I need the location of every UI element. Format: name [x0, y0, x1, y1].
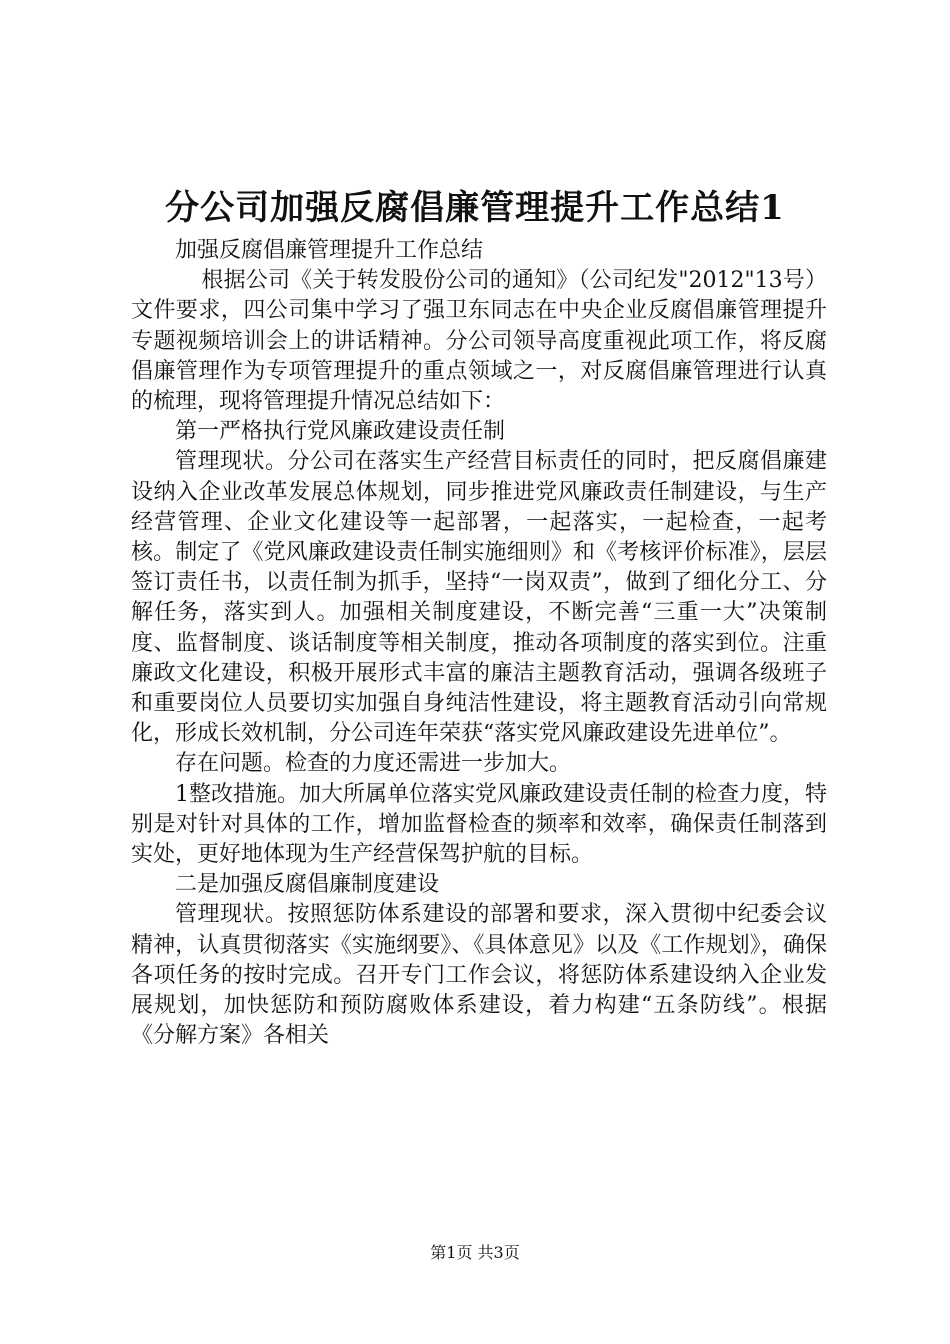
paragraph-status-1: 管理现状。分公司在落实生产经营目标责任的同时，把反腐倡廉建设纳入企业改革发展总体规划，同步推进党风廉政责任制建设，与生产经营管理、企业文化建设等一起部署，一起落实，一起检查，一起考核。制定了《党风廉政建设责任制实施细则》和《考核评价标准》，层层签订责任书，以责任制为抓手，坚持“一岗双责”，做到了细化分工、分解任务，落实到人。加强相关制度建设，不断完善“三重一大”决策制度、监督制度、谈话制度等相关制度，推动各项制度的落实到位。注重廉政文化建设，积极开展形式丰富的廉洁主题教育活动，强调各级班子和重要岗位人员要切实加强自身纯洁性建设，将主题教育活动引向常规化，形成长效机制，分公司连年荣获“落实党风廉政建设先进单位”。: [131, 449, 827, 747]
paragraph-problem-1: 存在问题。检查的力度还需进一步加大。: [175, 751, 572, 777]
paragraph-measures-1: 1整改措施。加大所属单位落实党风廉政建设责任制的检查力度，特别是对针对具体的工作，增加监督检查的频率和效率，确保责任制落到实处，更好地体现为生产经营保驾护航的目标。: [131, 781, 827, 868]
section-heading-2: 二是加强反腐倡廉制度建设: [175, 872, 440, 898]
section-heading-1: 第一严格执行党风廉政建设责任制: [175, 419, 506, 445]
page-footer: 第1页 共3页: [430, 1243, 520, 1262]
document-subtitle: 加强反腐倡廉管理提升工作总结: [175, 238, 484, 263]
paragraph-intro: 根据公司《关于转发股份公司的通知》（公司纪发"2012"13号）文件要求，四公司集中学习了强卫东同志在中央企业反腐倡廉管理提升专题视频培训会上的讲话精神。分公司领导高度重视此项工作，将反腐倡廉管理作为专项管理提升的重点领域之一，对反腐倡廉管理进行认真的梳理，现将管理提升情况总结如下：: [131, 268, 827, 415]
paragraph-status-2: 管理现状。按照惩防体系建设的部署和要求，深入贯彻中纪委会议精神，认真贯彻落实《实施纲要》、《具体意见》以及《工作规划》，确保各项任务的按时完成。召开专门工作会议，将惩防体系建设纳入企业发展规划，加快惩防和预防腐败体系建设，着力构建“五条防线”。根据《分解方案》各相关: [131, 902, 827, 1049]
document-title: 分公司加强反腐倡廉管理提升工作总结1: [165, 188, 785, 228]
document-body: [131, 236, 827, 1051]
